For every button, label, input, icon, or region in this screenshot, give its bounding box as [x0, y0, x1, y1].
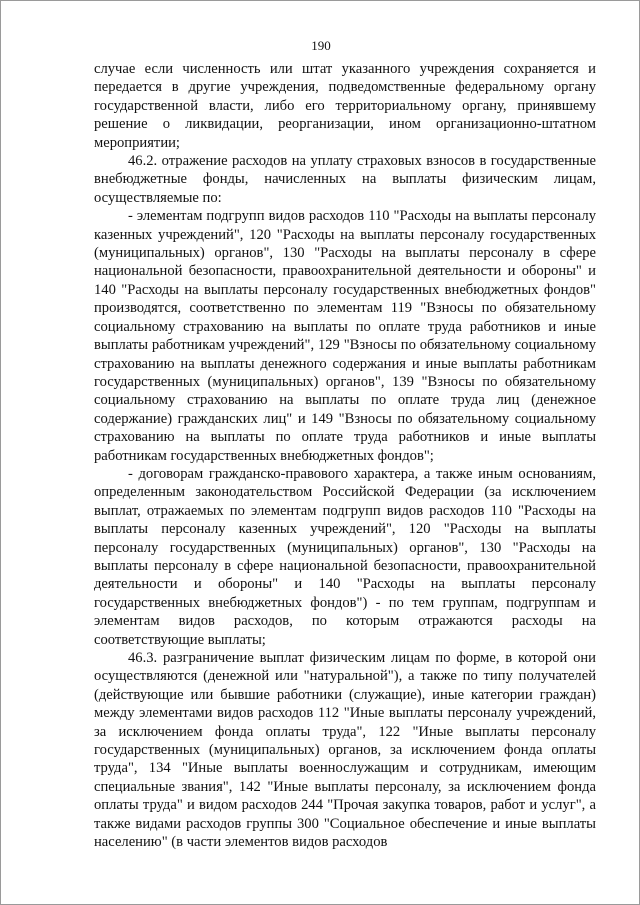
paragraph-continuation: случае если численность или штат указанного учреждения сохраняется и передается в другие учреждения, подведомственные федеральному органу государственной власти, либо его территориальному органу, принявшему решение о ликвидации, реорганизации, ином организационно-штатном мероприятии;: [94, 61, 596, 151]
paragraph-46-3: 46.3. разграничение выплат физическим лицам по форме, в которой они осуществляются (денежной или "натуральной"), а также по типу получателей (действующие или бывшие работники (служащие), иные категории граждан) между элементами видов расходов 112 "Иные выплаты персоналу учреждений, за исключением фонда оплаты труда", 122 "Иные выплаты персоналу государственных (муниципальных) органов, за исключением фонда оплаты труда", 134 "Иные выплаты военнослужащим и сотрудникам, имеющим специальные звания", 142 "Иные выплаты персоналу, за исключением фонда оплаты труда" и видом расходов 244 "Прочая закупка товаров, работ и услуг", а также видами расходов группы 300 "Социальное обеспечение и иные выплаты населению" (в части элементов видов расходов: [94, 650, 596, 851]
document-body: [94, 60, 596, 851]
paragraph-subgroups-elements: - элементам подгрупп видов расходов 110 "Расходы на выплаты персоналу казенных учреждений", 120 "Расходы на выплаты персоналу государственных (муниципальных) органов", 130 "Расходы на выплаты персоналу в сфере национальной безопасности, правоохранительной деятельности и обороны" и 140 "Расходы на выплаты персоналу государственных внебюджетных фондов" производятся, соответственно по элементам 119 "Взносы по обязательному социальному страхованию на выплаты по оплате труда работников и иные выплаты работникам учреждений", 129 "Взносы по обязательному социальному страхованию на выплаты денежного содержания и иные выплаты работникам государственных (муниципальных) органов", 139 "Взносы по обязательному социальному страхованию на выплаты по оплате труда лиц (денежное содержание) гражданских лиц" и 149 "Взносы по обязательному социальному страхованию на выплаты по оплате труда работников и иные выплаты работникам государственных внебюджетных фондов";: [94, 208, 596, 464]
paragraph-civil-contracts: - договорам гражданско-правового характера, а также иным основаниям, определенным законодательством Российской Федерации (за исключением выплат, отражаемых по элементам подгрупп видов расходов 110 "Расходы на выплаты персоналу казенных учреждений", 120 "Расходы на выплаты персоналу государственных (муниципальных) органов", 130 "Расходы на выплаты персоналу в сфере национальной безопасности, правоохранительной деятельности и обороны" и 140 "Расходы на выплаты персоналу государственных внебюджетных фондов") - по тем группам, подгруппам и элементам видов расходов, по которым отражаются расходы на соответствующие выплаты;: [94, 465, 596, 648]
paragraph-46-2: 46.2. отражение расходов на уплату страховых взносов в государственные внебюджетные фонды, начисленных на выплаты физическим лицам, осуществляемые по:: [94, 153, 596, 206]
page-number: 190: [311, 38, 331, 53]
